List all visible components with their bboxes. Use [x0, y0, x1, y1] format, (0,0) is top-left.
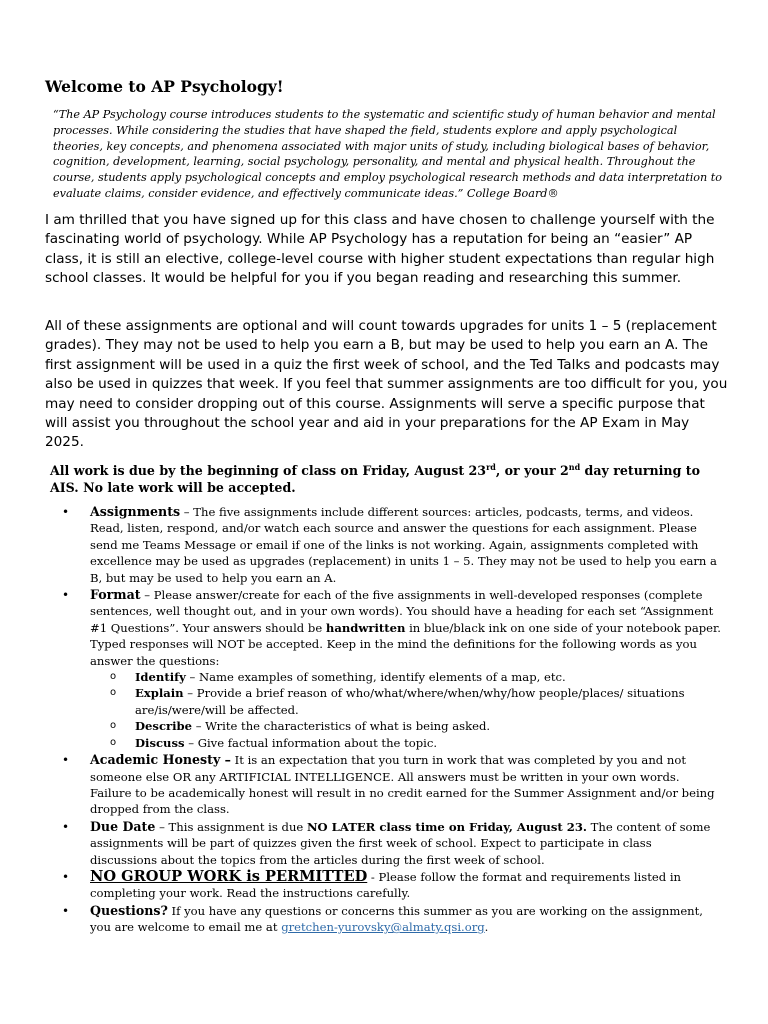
bullet-icon: • [62, 753, 70, 768]
due-date-text-2: The content of some assignments will be part of quizzes given the first week of school. Expect to participate in class discussions about the topics from the articles during the first week of school. [90, 819, 711, 867]
sub-bullet-icon: o [110, 687, 117, 699]
honesty-label: Academic Honesty – [90, 752, 231, 768]
honesty-text: It is an expectation that you turn in work that was completed by you and not someone else OR any ARTIFICIAL INTELLIGENCE. All answers must be written in your own words. Failure to be academically honest will result in no credit earned for the Summer Assignment and/or being dropped from the class. [90, 753, 715, 817]
definition-explain [110, 685, 722, 718]
teacher-email-link[interactable]: gretchen-yurovsky@almaty.qsi.org [281, 920, 485, 935]
definition-term: Describe [135, 719, 193, 734]
definition-term: Discuss [135, 735, 185, 750]
definition-text: – Provide a brief reason of who/what/where/when/why/how people/places/ situations are/is/were/will be affected. [135, 686, 685, 717]
format-handwritten: handwritten [325, 620, 406, 635]
due-notice-part3: day returning to AIS. No late work will be accepted. [50, 463, 700, 495]
due-notice-sup1: rd [486, 461, 496, 472]
due-date-notice [50, 462, 730, 496]
format-text-1: – Please answer/create for each of the five assignments in well-developed responses (complete sentences, well thought out, and in your own words). You should have a heading for each set “Assignment #1 Questions”. Your answers should be [90, 588, 714, 635]
format-label: Format [90, 587, 141, 603]
due-notice-sup2: nd [568, 461, 581, 472]
list-item-due-date [62, 819, 722, 868]
college-board-quote: “The AP Psychology course introduces students to the systematic and scientific study of human behavior and mental processes. While considering the studies that have shaped the field, students explore and apply psychological theories, key concepts, and phenomena associated with major units of study, including biological bases of behavior, cognition, development, learning, social psychology, personality, and mental and physical health. Throughout the course, students apply psychological concepts and employ psychological research methods and data interpretation to evaluate claims, consider evidence, and effectively communicate ideas.” College Board® [53, 108, 723, 200]
requirements-list [62, 504, 722, 937]
questions-label: Questions? [90, 902, 168, 918]
definition-term: Identify [135, 670, 186, 685]
due-date-text-1: – This assignment is due [155, 819, 307, 834]
list-item-assignments [62, 504, 722, 586]
definition-text: – Write the characteristics of what is being asked. [192, 719, 491, 734]
definition-term: Explain [135, 686, 184, 701]
due-notice-part2: , or your 2 [495, 463, 569, 478]
sub-bullet-icon: o [110, 671, 117, 683]
bullet-icon: • [62, 903, 70, 918]
list-item-group-work [62, 869, 722, 902]
bullet-icon: • [62, 819, 70, 834]
bullet-icon: • [62, 588, 70, 603]
due-date-label: Due Date [90, 818, 156, 834]
questions-text: If you have any questions or concerns this summer as you are working on the assignment, you are welcome to email me at [90, 903, 703, 935]
sub-bullet-icon: o [110, 736, 117, 748]
group-work-text: - Please follow the format and requirements listed in completing your work. Read the instructions carefully. [90, 869, 682, 901]
sub-bullet-icon: o [110, 720, 117, 732]
assignments-text: – The five assignments include different sources: articles, podcasts, terms, and videos. Read, listen, respond, and/or watch each source and answer the questions for each assignment. Please send me Teams Message or email if one of the links is not working. Again, assignments completed with excellence may be used as upgrades (replacement) in units 1 – 5. They may not be used to help you earn a B, but may be used to help you earn an A. [90, 505, 717, 585]
bullet-icon: • [62, 869, 70, 884]
questions-end: . [484, 920, 489, 935]
intro-paragraph: I am thrilled that you have signed up for this class and have chosen to challenge yourself with the fascinating world of psychology. While AP Psychology has a reputation for being an “easier” AP class, it is still an elective, college-level course with higher student expectations than regular high school classes. It would be helpful for you if you began reading and researching this summer. [45, 212, 715, 287]
definition-identify [110, 669, 722, 685]
page-title: Welcome to AP Psychology! [45, 77, 284, 96]
optional-assignments-paragraph: All of these assignments are optional and will count towards upgrades for units 1 – 5 (replacement grades). They may not be used to help you earn a B, but may be used to help you earn an A. The first assignment will be used in a quiz the first week of school, and the Ted Talks and podcasts may also be used in quizzes that week. If you feel that summer assignments are too difficult for you, you may need to consider dropping out of this course. Assignments will serve a specific purpose that will assist you throughout the school year and aid in your preparations for the AP Exam in May 2025. [45, 318, 728, 451]
list-item-format [62, 587, 722, 751]
bullet-icon: • [62, 505, 70, 519]
assignments-label: Assignments [90, 504, 181, 519]
due-notice-part1: All work is due by the beginning of class on Friday, August 23 [50, 463, 487, 478]
due-date-deadline: NO LATER class time on Friday, August 23. [306, 819, 587, 834]
definition-text: – Give factual information about the topic. [184, 735, 438, 750]
definition-text: – Name examples of something, identify elements of a map, etc. [185, 670, 566, 685]
list-item-questions [62, 903, 722, 936]
group-work-label: NO GROUP WORK is PERMITTED [90, 867, 368, 885]
format-text-2: in blue/black ink on one side of your notebook paper. Typed responses will NOT be accepted. Keep in the mind the definitions for the following words as you answer the questions: [90, 620, 721, 668]
definition-discuss [110, 735, 722, 751]
definition-describe [110, 718, 722, 734]
format-definitions-list [90, 669, 722, 751]
list-item-academic-honesty [62, 752, 722, 818]
